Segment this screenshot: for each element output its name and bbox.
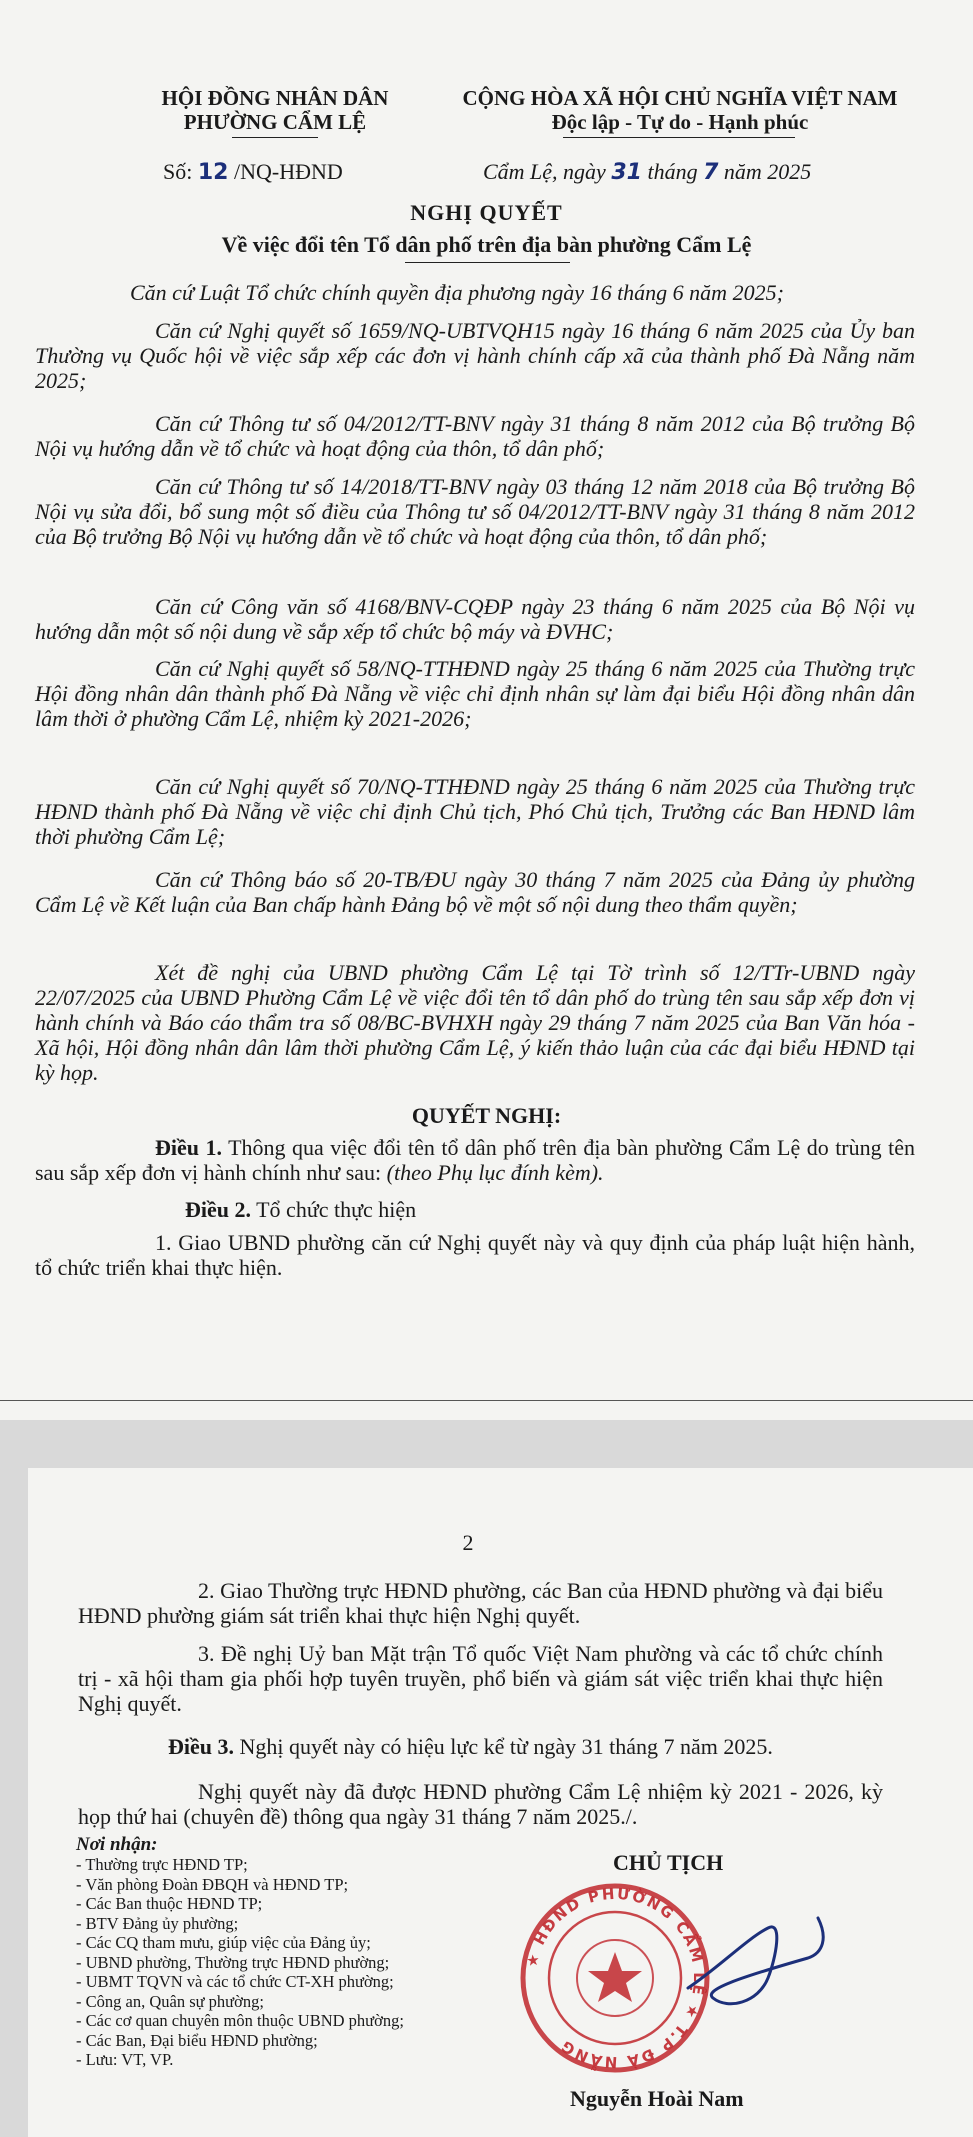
basis-5: Căn cứ Công văn số 4168/BNV-CQĐP ngày 23 tháng 6 năm 2025 của Bộ Nội vụ hướng dẫn một số nội dung về sắp xếp tổ chức bộ máy và ĐVHC;	[35, 594, 915, 644]
handwritten-day: 31	[611, 160, 642, 185]
svg-text:★ HĐND PHƯỜNG CẨM LỆ ★ T.P ĐÀ: ★ HĐND PHƯỜNG CẨM LỆ ★ T.P ĐÀ NẴNG	[522, 1884, 709, 2072]
recipient-item: - Công an, Quân sự phường;	[76, 1991, 264, 2011]
article-3: Điều 3. Nghị quyết này có hiệu lực kể từ ngày 31 tháng 7 năm 2025.	[168, 1734, 773, 1759]
basis-7: Căn cứ Nghị quyết số 70/NQ-TTHĐND ngày 25 tháng 6 năm 2025 của Thường trực HĐND thành phố Đà Nẵng về việc chỉ định Chủ tịch, Phó Chủ tịch, Trưởng các Ban HĐND lâm thời phường Cẩm Lệ;	[35, 774, 915, 849]
article-1: Điều 1. Thông qua việc đổi tên tổ dân phố trên địa bàn phường Cẩm Lệ do trùng tên sau sắp xếp đơn vị hành chính như sau: (theo Phụ lục đính kèm).	[35, 1135, 915, 1185]
article-2-item-2: 2. Giao Thường trực HĐND phường, các Ban của HĐND phường và đại biểu HĐND phường giám sát triển khai thực hiện Nghị quyết.	[78, 1578, 883, 1628]
recipient-item: - Lưu: VT, VP.	[76, 2050, 174, 2069]
recipient-item: - Các Ban thuộc HĐND TP;	[76, 1894, 263, 1913]
doc-subject: Về việc đổi tên Tổ dân phố trên địa bàn phường Cẩm Lệ	[221, 232, 752, 257]
header-underline-right	[563, 137, 795, 138]
article-2-item-1: 1. Giao UBND phường căn cứ Nghị quyết này và quy định của pháp luật hiện hành, tổ chức triển khai thực hiện.	[35, 1230, 915, 1280]
basis-6: Căn cứ Nghị quyết số 58/NQ-TTHĐND ngày 25 tháng 6 năm 2025 của Thường trực Hội đồng nhân dân thành phố Đà Nẵng về việc chỉ định nhân sự làm đại biểu Hội đồng nhân dân lâm thời ở phường Cẩm Lệ, nhiệm kỳ 2021-2026;	[35, 656, 915, 731]
council-name-line2: PHƯỜNG CẨM LỆ	[183, 110, 367, 134]
page-number: 2	[462, 1530, 474, 1555]
recipient-item: - UBMT TQVN và các tổ chức CT-XH phường;	[76, 1972, 394, 1991]
recipient-item: - BTV Đảng ủy phường;	[76, 1913, 239, 1933]
doc-type-title: NGHỊ QUYẾT	[410, 200, 563, 225]
basis-8: Căn cứ Thông báo số 20-TB/ĐU ngày 30 tháng 7 năm 2025 của Đảng ủy phường Cẩm Lệ về Kết luận của Ban chấp hành Đảng bộ về một số nội dung theo thẩm quyền;	[35, 867, 915, 917]
recipient-item: - Các Ban, Đại biểu HĐND phường;	[76, 2030, 318, 2050]
recipients-title: Nơi nhận:	[76, 1834, 158, 1855]
basis-3: Căn cứ Thông tư số 04/2012/TT-BNV ngày 31 tháng 8 năm 2012 của Bộ trưởng Bộ Nội vụ hướng dẫn về tổ chức và hoạt động của thôn, tổ dân phố;	[35, 411, 915, 461]
recipient-item: - Văn phòng Đoàn ĐBQH và HĐND TP;	[76, 1874, 349, 1894]
handwritten-month: 7	[703, 160, 719, 185]
basis-4: Căn cứ Thông tư số 14/2018/TT-BNV ngày 03 tháng 12 năm 2018 của Bộ trưởng Bộ Nội vụ sửa đổi, bổ sung một số điều của Thông tư số 04/2012/TT-BNV ngày 31 tháng 8 năm 2012 của Bộ trưởng Bộ Nội vụ hướng dẫn về tổ chức và hoạt động của thôn, tổ dân phố;	[35, 474, 915, 549]
handwritten-number: 12	[197, 160, 229, 185]
recipient-item: - Thường trực HĐND TP;	[76, 1855, 248, 1874]
closing-paragraph: Nghị quyết này đã được HĐND phường Cẩm Lệ nhiệm kỳ 2021 - 2026, kỳ họp thứ hai (chuyên đề) thông qua ngày 31 tháng 7 năm 2025./.	[78, 1779, 883, 1829]
signature-icon	[658, 1898, 858, 2028]
document-date: Cẩm Lệ, ngày 31 tháng 7 năm 2025	[483, 159, 812, 185]
page-2	[28, 1468, 973, 2137]
nation-motto: Độc lập - Tự do - Hạnh phúc	[551, 110, 809, 134]
basis-2: Căn cứ Nghị quyết số 1659/NQ-UBTVQH15 ngày 16 tháng 6 năm 2025 của Ủy ban Thường vụ Quốc hội về việc sắp xếp các đơn vị hành chính cấp xã của thành phố Đà Nẵng năm 2025;	[35, 318, 915, 393]
basis-9: Xét đề nghị của UBND phường Cẩm Lệ tại Tờ trình số 12/TTr-UBND ngày 22/07/2025 của UBND Phường Cẩm Lệ về việc đổi tên tổ dân phố do trùng tên sau sắp xếp đơn vị hành chính và Báo cáo thẩm tra số 08/BC-BVHXH ngày 29 tháng 7 năm 2025 của Ban Văn hóa - Xã hội, Hội đồng nhân dân lâm thời phường Cẩm Lệ, ý kiến thảo luận của các đại biểu HĐND tại kỳ họp.	[35, 960, 915, 1085]
resolve-heading: QUYẾT NGHỊ:	[411, 1103, 562, 1128]
signer-name: Nguyễn Hoài Nam	[570, 2086, 744, 2111]
page-divider	[0, 1400, 973, 1401]
council-name-line1: HỘI ĐỒNG NHÂN DÂN	[161, 86, 389, 110]
basis-1: Căn cứ Luật Tổ chức chính quyền địa phương ngày 16 tháng 6 năm 2025;	[130, 280, 784, 305]
header-underline-left	[232, 137, 318, 138]
recipient-item: - Các CQ tham mưu, giúp việc của Đảng ủy;	[76, 1933, 371, 1952]
article-2-item-3: 3. Đề nghị Uỷ ban Mặt trận Tổ quốc Việt Nam phường và các tổ chức chính trị - xã hội tham gia phối hợp tuyên truyền, phổ biến và giám sát việc triển khai thực hiện Nghị quyết.	[78, 1641, 883, 1716]
recipient-item: - Các cơ quan chuyên môn thuộc UBND phường;	[76, 2011, 404, 2030]
subject-underline	[405, 262, 570, 263]
recipients-list	[76, 1855, 546, 2070]
document-number: Số: 12 /NQ-HĐND	[163, 159, 343, 185]
nation-name: CỘNG HÒA XÃ HỘI CHỦ NGHĨA VIỆT NAM	[462, 86, 898, 110]
recipient-item: - UBND phường, Thường trực HĐND phường;	[76, 1952, 390, 1972]
signer-title: CHỦ TỊCH	[613, 1850, 724, 1875]
article-2-heading: Điều 2. Tổ chức thực hiện	[185, 1197, 417, 1222]
